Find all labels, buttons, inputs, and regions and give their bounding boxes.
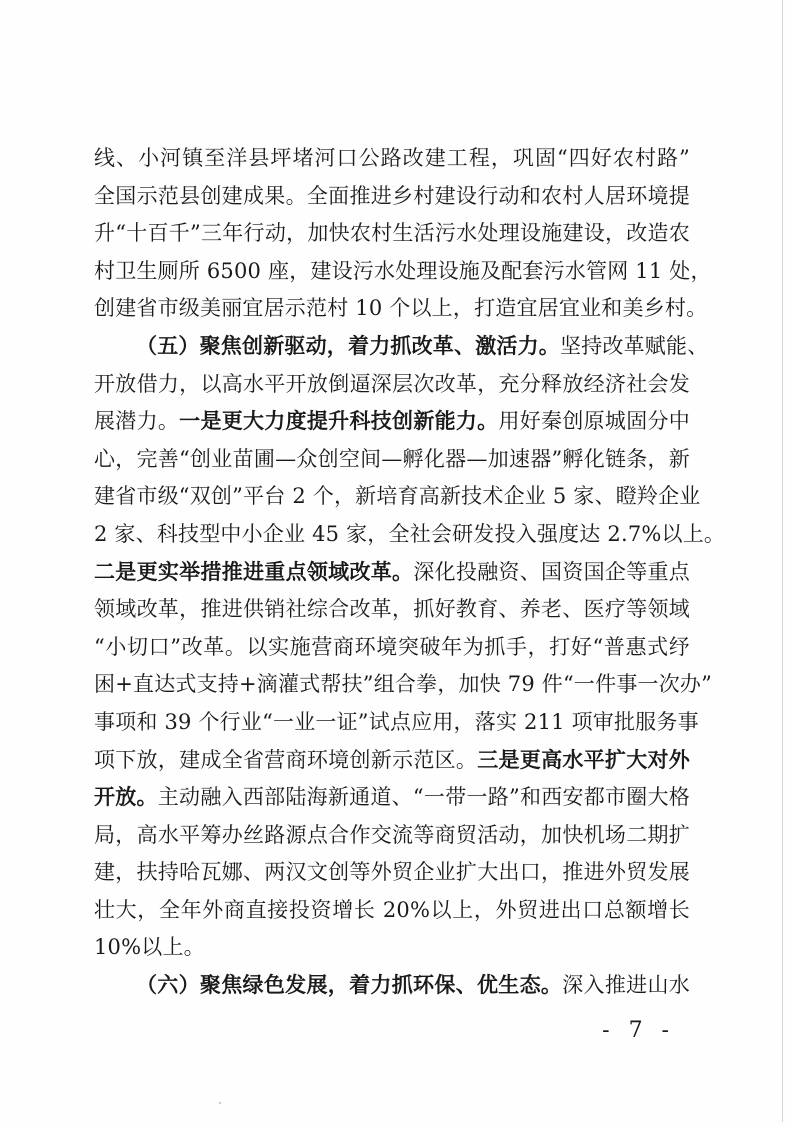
body-text: 10%以上。 [94,935,205,960]
text-line [94,215,690,253]
bold-heading-text: （五）聚焦创新驱动，着力抓改革、激活力。 [136,333,560,358]
body-text: 主动融入西部陆海新通道、“一带一路”和西安都市圈大格 [157,785,691,810]
body-text: 项下放，建成全省营商环境创新示范区。 [94,747,478,772]
body-text: 用好秦创原城固分中 [498,409,690,434]
text-line [94,779,690,817]
body-text: 心，完善“创业苗圃—众创空间—孵化器—加速器”孵化链条，新 [94,446,690,471]
bold-heading-text: 一是更大力度提升科技创新能力。 [179,409,499,434]
body-text: 事项和 39 个行业“一业一证”试点应用，落实 211 项审批服务事 [94,709,699,734]
text-line [94,666,713,704]
text-line [94,892,690,930]
text-line [94,478,701,516]
text-line [94,967,690,1005]
bold-heading-text: （六）聚焦绿色发展，着力抓环保、优生态。 [136,973,563,998]
document-body [94,140,726,1005]
bold-heading-text: 开放。 [94,785,158,810]
text-line [94,591,690,629]
body-text: 线、小河镇至洋县坪堵河口公路改建工程，巩固“四好农村路” [94,146,690,170]
text-line [94,516,726,554]
text-line [94,366,690,404]
text-line [94,704,699,742]
body-text: 村卫生厕所 6500 座，建设污水处理设施及配套污水管网 11 处， [94,258,712,283]
body-text: 深入推进山水 [562,973,691,998]
body-text: 2 家、科技型中小企业 45 家，全社会研发投入强度达 2.7%以上。 [94,521,726,546]
body-text: 壮大，全年外商直接投资增长 20%以上，外贸进出口总额增长 [94,897,690,922]
text-line [94,742,690,780]
body-text: 开放借力，以高水平开放倒逼深层次改革，充分释放经济社会发 [94,371,690,396]
body-text: 深化投融资、国资国企等重点 [413,559,690,584]
body-text: 局，高水平筹办丝路源点合作交流等商贸活动，加快机场二期扩 [94,822,690,847]
body-text: “小切口”改革。以实施营商环境突破年为抓手，打好“普惠式纾 [94,634,690,659]
body-text: 困+直达式支持+滴灌式帮扶”组合拳，加快 79 件“一件事一次办” [94,672,713,697]
scan-speck [219,1102,221,1104]
body-text: 升“十百千”三年行动，加快农村生活污水处理设施建设，改造农 [94,221,690,246]
text-line [94,817,690,855]
text-line [94,403,690,441]
text-line [94,554,690,592]
body-text: 建省市级“双创”平台 2 个，新培育高新技术企业 5 家、瞪羚企业 [94,484,701,509]
body-text: 全国示范县创建成果。全面推进乡村建设行动和农村人居环境提 [94,183,690,208]
text-line [94,253,712,291]
text-line [94,140,690,178]
bold-heading-text: 三是更高水平扩大对外 [477,747,690,772]
text-line [94,290,708,328]
text-line [94,178,690,216]
text-line [94,929,690,967]
page-edge-line [782,0,783,1122]
text-line [94,629,690,667]
text-line [94,441,690,479]
bold-heading-text: 二是更实举措推进重点领域改革。 [94,559,414,584]
text-line [94,854,690,892]
text-line [94,328,709,366]
body-text: 展潜力。 [94,409,180,434]
body-text: 领域改革，推进供销社综合改革，抓好教育、养老、医疗等领域 [94,597,690,622]
body-text: 建，扶持哈瓦娜、两汉文创等外贸企业扩大出口，推进外贸发展 [94,860,690,885]
body-text: 创建省市级美丽宜居示范村 10 个以上，打造宜居宜业和美乡村。 [94,296,708,321]
body-text: 坚持改革赋能、 [560,333,709,358]
page-number: - 7 - [602,1018,675,1043]
